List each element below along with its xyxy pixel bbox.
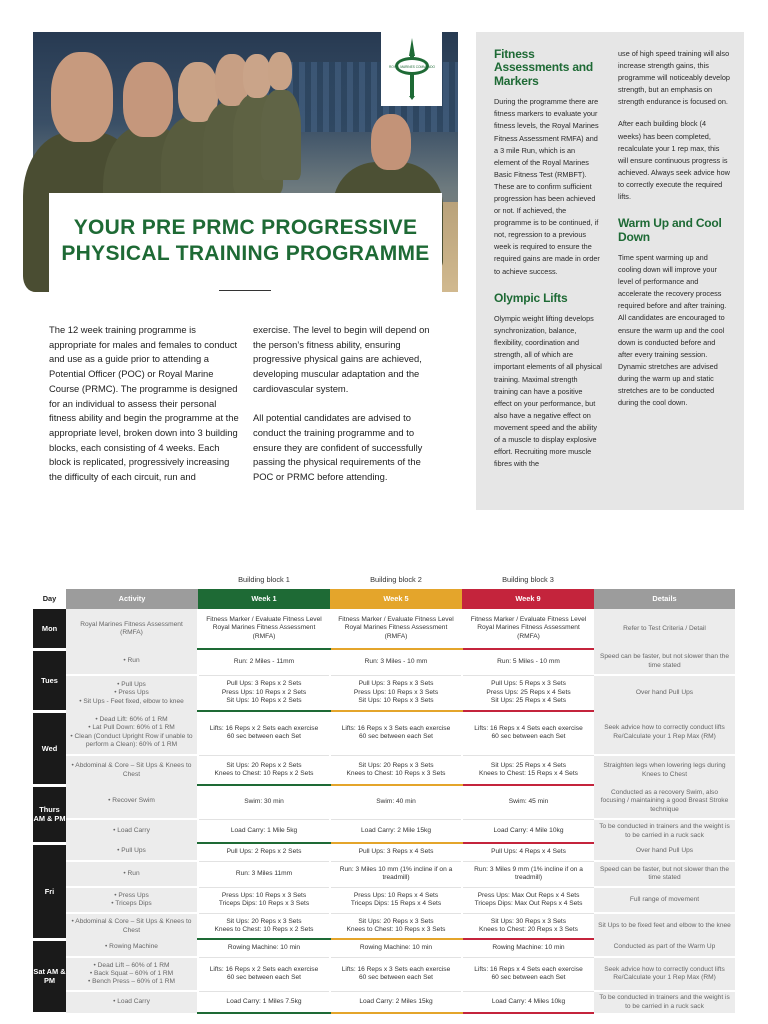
table-row <box>33 843 735 861</box>
soldier-head <box>243 54 271 98</box>
table-row <box>33 939 735 957</box>
intro-paragraph: exercise. The level to begin will depend on the person’s fitness ability, ensuring progressive physical gains are achieved, developing muscular adaptation and the cardiovascular system. <box>253 324 430 394</box>
table-row <box>33 785 735 819</box>
table-row <box>33 861 735 887</box>
week-5-cell: Lifts: 16 Reps x 3 Sets each exercise 60 sec between each Set <box>330 711 462 755</box>
warmup-text: Time spent warming up and cooling down will improve your level of performance and accelerate the recovery process required before and after training. All candidates are encouraged to ensure the warm up and the cool down is conducted before and after every training session. Dynamic stretches are advised during the warm up and static stretches are to be conducted during the cool down. <box>618 252 727 408</box>
soldier-head <box>51 52 113 142</box>
week-5-cell: Swim: 40 min <box>330 785 462 819</box>
activity-cell: • Abdominal & Core – Sit Ups & Knees to Chest <box>66 913 198 939</box>
table-row <box>33 887 735 913</box>
week-9-cell: Pull Ups: 4 Reps x 4 Sets <box>462 843 594 861</box>
header-activity: Activity <box>66 589 198 609</box>
header-week-5: Week 5 <box>330 589 462 609</box>
week-1-cell: Sit Ups: 20 Reps x 2 Sets Knees to Chest: 10 Reps x 2 Sets <box>198 755 330 785</box>
activity-cell: • Recover Swim <box>66 785 198 819</box>
header-details: Details <box>594 589 735 609</box>
week-5-cell: Pull Ups: 3 Reps x 3 Sets Press Ups: 10 Reps x 3 Sets Sit Ups: 10 Reps x 3 Sets <box>330 675 462 711</box>
commando-dagger-icon <box>388 36 435 102</box>
olympic-heading: Olympic Lifts <box>494 290 568 305</box>
week-1-cell: Load Carry: 1 Mile 5kg <box>198 819 330 843</box>
table-row <box>33 957 735 991</box>
week-5-cell: Run: 3 Miles 10 mm (1% incline if on a treadmill) <box>330 861 462 887</box>
intro-right-column <box>253 323 443 499</box>
activity-cell: • Dead Lift – 60% of 1 RM • Back Squat – 60% of 1 RM • Bench Press – 60% of 1 RM <box>66 957 198 991</box>
week-5-cell: Run: 3 Miles - 10 mm <box>330 649 462 675</box>
week-9-cell: Load Carry: 4 Mile 10kg <box>462 819 594 843</box>
week-1-cell: Sit Ups: 20 Reps x 3 Sets Knees to Chest: 10 Reps x 2 Sets <box>198 913 330 939</box>
activity-cell: • Run <box>66 649 198 675</box>
header-week-9: Week 9 <box>462 589 594 609</box>
sidebar-column-left <box>494 48 602 480</box>
activity-cell: • Rowing Machine <box>66 939 198 957</box>
soldier-head <box>268 52 292 90</box>
week-5-cell: Fitness Marker / Evaluate Fitness Level Royal Marines Fitness Assessment (RMFA) <box>330 609 462 649</box>
intro-left-column <box>49 323 239 499</box>
activity-cell: • Press Ups • Triceps Dips <box>66 887 198 913</box>
details-cell: Full range of movement <box>594 887 735 913</box>
details-cell: Conducted as a recovery Swim, also focusing / maintaining a good Breast Stroke technique <box>594 785 735 819</box>
week-9-cell: Rowing Machine: 10 min <box>462 939 594 957</box>
info-sidebar <box>476 32 744 510</box>
header-week-1: Week 1 <box>198 589 330 609</box>
week-1-cell: Run: 2 Miles - 11mm <box>198 649 330 675</box>
title-box <box>49 193 442 293</box>
week-5-cell: Pull Ups: 3 Reps x 4 Sets <box>330 843 462 861</box>
page-title: YOUR PRE PRMC PROGRESSIVE PHYSICAL TRAINING PROGRAMME <box>61 216 430 265</box>
building-block-label: Building block 1 <box>238 575 290 584</box>
fitness-text: During the programme there are fitness markers to evaluate your fitness levels, the Royal Marines Fitness Assessment RMFA) and a 3 mile Run, which is an element of the Royal Marines Basic Fitness Test (RMBFT). These are to confirm sufficient progression has been achieved or not. If achieved, the programme is to be continued, if not, regression to a previous week is required to ensure the required gains are made in order to achieve success. <box>494 97 600 276</box>
week-9-cell: Pull Ups: 5 Reps x 3 Sets Press Ups: 25 Reps x 4 Sets Sit Ups: 25 Reps x 4 Sets <box>462 675 594 711</box>
week-5-cell: Rowing Machine: 10 min <box>330 939 462 957</box>
details-cell: Refer to Test Criteria / Detail <box>594 609 735 649</box>
week-1-cell: Press Ups: 10 Reps x 3 Sets Triceps Dips: 10 Reps x 3 Sets <box>198 887 330 913</box>
activity-cell: • Abdominal & Core – Sit Ups & Knees to Chest <box>66 755 198 785</box>
intro-paragraph: The 12 week training programme is appropriate for males and females to conduct and use as a guide prior to attending a Potential Officer (POC) or Royal Marine Course (PRMC). The programme is designed for an individual to assess their personal fitness ability and begin the programme at the appropriate level, broken down into 3 building blocks, each consisting of 4 weeks. Each block is replicated, progressively increasing the difficulty of each circuit, run and <box>49 324 239 483</box>
day-cell: Wed <box>33 711 66 785</box>
svg-text:ROYAL MARINES COMMANDO: ROYAL MARINES COMMANDO <box>388 65 435 69</box>
table-row <box>33 711 735 755</box>
details-cell: Over hand Pull Ups <box>594 675 735 711</box>
details-cell: To be conducted in trainers and the weight is to be carried in a ruck sack <box>594 991 735 1013</box>
activity-cell: • Dead Lift: 60% of 1 RM • Lat Pull Down: 60% of 1 RM • Clean (Conduct Upright Row if unable to perform a Clean): 60% of 1 RM <box>66 711 198 755</box>
week-1-cell: Rowing Machine: 10 min <box>198 939 330 957</box>
activity-cell: • Load Carry <box>66 991 198 1013</box>
fitness-heading: Fitness Assessments and Markers <box>494 47 594 88</box>
details-cell: To be conducted in trainers and the weight is to be carried in a ruck sack <box>594 819 735 843</box>
header-day: Day <box>33 589 66 609</box>
building-block-label: Building block 2 <box>370 575 422 584</box>
week-5-cell: Sit Ups: 20 Reps x 3 Sets Knees to Chest: 10 Reps x 3 Sets <box>330 913 462 939</box>
week-9-cell: Run: 5 Miles - 10 mm <box>462 649 594 675</box>
table-header-row <box>33 589 735 609</box>
week-1-cell: Lifts: 16 Reps x 2 Sets each exercise 60 sec between each Set <box>198 957 330 991</box>
details-cell: Seek advice how to correctly conduct lifts Re/Calculate your 1 Rep Max (RM) <box>594 711 735 755</box>
week-5-cell: Load Carry: 2 Mile 15kg <box>330 819 462 843</box>
details-cell: Speed can be faster, but not slower than the time stated <box>594 649 735 675</box>
soldier-head <box>123 62 173 137</box>
royal-marines-crest <box>381 32 442 106</box>
details-cell: Seek advice how to correctly conduct lifts Re/Calculate your 1 Rep Max (RM) <box>594 957 735 991</box>
week-5-cell: Press Ups: 10 Reps x 4 Sets Triceps Dips: 15 Reps x 4 Sets <box>330 887 462 913</box>
day-cell: Mon <box>33 609 66 649</box>
intro-paragraph: All potential candidates are advised to conduct the training programme and to ensure they are confident of successfully passing the physical requirements of the POC or PRMC before attending. <box>253 412 423 483</box>
running-soldier-head <box>371 114 411 170</box>
week-5-cell: Sit Ups: 20 Reps x 3 Sets Knees to Chest: 10 Reps x 3 Sets <box>330 755 462 785</box>
table-row <box>33 819 735 843</box>
week-1-cell: Run: 3 Miles 11mm <box>198 861 330 887</box>
week-9-cell: Sit Ups: 30 Reps x 3 Sets Knees to Chest: 20 Reps x 3 Sets <box>462 913 594 939</box>
table-row <box>33 991 735 1013</box>
table-row <box>33 755 735 785</box>
week-9-cell: Lifts: 16 Reps x 4 Sets each exercise 60 sec between each Set <box>462 957 594 991</box>
week-1-cell: Fitness Marker / Evaluate Fitness Level Royal Marines Fitness Assessment (RMFA) <box>198 609 330 649</box>
details-cell: Speed can be faster, but not slower than the time stated <box>594 861 735 887</box>
activity-cell: Royal Marines Fitness Assessment (RMFA) <box>66 609 198 649</box>
week-1-cell: Swim: 30 min <box>198 785 330 819</box>
activity-cell: • Run <box>66 861 198 887</box>
day-cell: Fri <box>33 843 66 939</box>
week-9-cell: Fitness Marker / Evaluate Fitness Level Royal Marines Fitness Assessment (RMFA) <box>462 609 594 649</box>
week-1-cell: Pull Ups: 3 Reps x 2 Sets Press Ups: 10 Reps x 2 Sets Sit Ups: 10 Reps x 2 Sets <box>198 675 330 711</box>
details-cell: Conducted as part of the Warm Up <box>594 939 735 957</box>
recalculate-text: After each building block (4 weeks) has been completed, recalculate your 1 rep max, this will ensure continuous progress is achieved. Always seek advice how to correctly execute the required lifts. <box>618 119 730 202</box>
week-9-cell: Press Ups: Max Out Reps x 4 Sets Triceps Dips: Max Out Reps x 4 Sets <box>462 887 594 913</box>
olympic-text-continued: use of high speed training will also increase strength gains, this programme will noticeably develop strength, but an emphasis on strength endurance is focused on. <box>618 49 730 107</box>
olympic-text: Olympic weight lifting develops synchronization, balance, flexibility, coordination and strength, all of which are important elements of all physical training. Maximal strength training can have a positive effect on your performance, but also have a negative effect on movement speed and the ability of a muscle to display explosive effort. Recruiting more muscle fibres with the <box>494 314 602 469</box>
week-9-cell: Lifts: 16 Reps x 4 Sets each exercise 60 sec between each Set <box>462 711 594 755</box>
table-row <box>33 649 735 675</box>
week-5-cell: Lifts: 16 Reps x 3 Sets each exercise 60 sec between each Set <box>330 957 462 991</box>
week-1-cell: Pull Ups: 2 Reps x 2 Sets <box>198 843 330 861</box>
training-schedule-table <box>33 589 735 1015</box>
details-cell: Sit Ups to be fixed feet and elbow to the knee <box>594 913 735 939</box>
day-cell: Thurs AM & PM <box>33 785 66 843</box>
table-row <box>33 609 735 649</box>
week-9-cell: Swim: 45 min <box>462 785 594 819</box>
table-row <box>33 675 735 711</box>
table-row <box>33 913 735 939</box>
week-5-cell: Load Carry: 2 Miles 15kg <box>330 991 462 1013</box>
week-9-cell: Run: 3 Miles 9 mm (1% incline if on a treadmill) <box>462 861 594 887</box>
week-9-cell: Sit Ups: 25 Reps x 4 Sets Knees to Chest: 15 Reps x 4 Sets <box>462 755 594 785</box>
week-1-cell: Load Carry: 1 Miles 7.5kg <box>198 991 330 1013</box>
week-1-cell: Lifts: 16 Reps x 2 Sets each exercise 60 sec between each Set <box>198 711 330 755</box>
details-cell: Straighten legs when lowering legs during Knees to Chest <box>594 755 735 785</box>
title-divider <box>219 290 271 291</box>
activity-cell: • Load Carry <box>66 819 198 843</box>
week-9-cell: Load Carry: 4 Miles 10kg <box>462 991 594 1013</box>
soldier-figure <box>261 90 301 180</box>
sidebar-column-right <box>618 48 730 419</box>
day-cell: Sat AM & PM <box>33 939 66 1013</box>
warmup-heading: Warm Up and Cool Down <box>618 216 722 244</box>
building-block-label: Building block 3 <box>502 575 554 584</box>
activity-cell: • Pull Ups <box>66 843 198 861</box>
activity-cell: • Pull Ups • Press Ups • Sit Ups - Feet fixed, elbow to knee <box>66 675 198 711</box>
day-cell: Tues <box>33 649 66 711</box>
details-cell: Over hand Pull Ups <box>594 843 735 861</box>
